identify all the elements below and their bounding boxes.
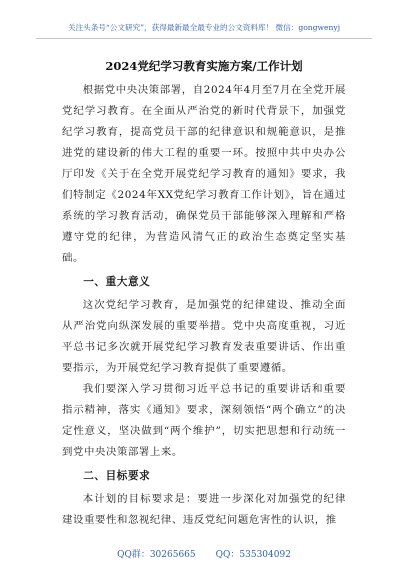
significance-paragraph-1: 这次党纪学习教育，是加强党的纪律建设、推动全面从严治党向纵深发展的重要举措。党中央高度重视，习近平总书记多次就开展党纪学习教育发表重要讲话、作出重要指示，为开展党纪学习教育提供了重要遵循。 [62,299,346,374]
footer-qq: QQ：535304092 [215,550,291,560]
header-divider [36,38,372,39]
footer-qq-group: QQ群：30265665 [117,550,196,560]
intro-paragraph: 根据党中央决策部署，自2024年4月至7月在全党开展党纪学习教育。在全面从严治党的新时代背景下，加强党纪学习教育，提高党员干部的纪律意识和规範意识，是推进党的建设新的伟大工程的重要一环。按照中共中央办公厅印发《关于在全党开展党纪学习教育的通知》要求，我们特制定《2024年XX党纪学习教育工作计划》，旨在通过系统的学习教育活动，确保党员干部能够深入理解和严格遵守党的纪律，为营造风清气正的政治生态奠定坚实基础。 [62,84,346,264]
footer-contact [0,547,408,560]
header-notice: 关注头条号“公文研究”，获得最新最全最专业的公文资料库！ 微信：gongwenyj [67,23,341,32]
section-heading-goals: 二、目标要求 [83,470,151,482]
goals-paragraph-1: 本计划的目标要求是：要进一步深化对加强党的纪律建设重要性和忽视纪律、违反党纪问题危害性的认识，推 [62,493,346,526]
document-body [62,80,346,531]
document-title: 2024党纪学习教育实施方案/工作计划 [105,59,303,73]
significance-paragraph-2: 我们要深入学习贯彻习近平总书记的重要讲话和重要指示精神，落实《通知》要求，深刻领悟“两个确立”的决定性意义，坚决做到“两个维护”，切实把思想和行动统一到党中央决策部署上来。 [62,383,346,458]
section-heading-significance: 一、重大意义 [83,276,151,288]
